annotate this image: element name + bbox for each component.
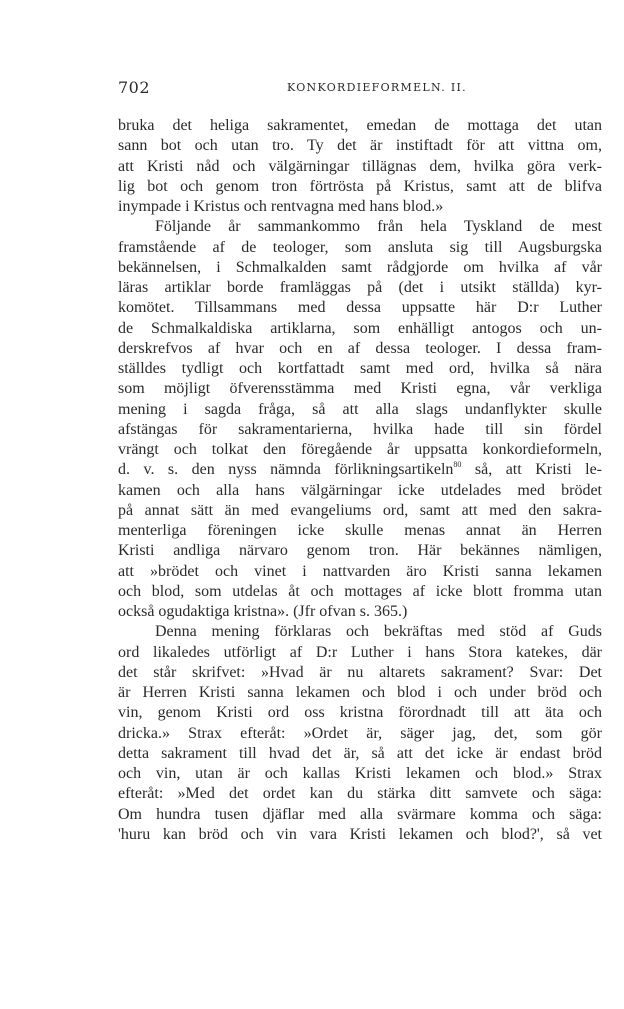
text-line: bruka det heliga sakramentet, emedan de mottaga det utan [118, 117, 602, 134]
text-line: vin, genom Kristi ord oss kristna förordnadt till att äta och [118, 704, 602, 722]
text-line: att »brödet och vinet i nattvarden äro Kristi sanna lekamen [118, 562, 602, 580]
text-line: 'huru kan bröd och vin vara Kristi lekamen och blod?', så vet [118, 825, 602, 843]
text-line: menterliga föreningen icke skulle menas annat än Herren [118, 522, 602, 539]
text-line: bekännelsen, i Schmalkalden samt rådgjorde om hvilka af vår [118, 258, 602, 276]
text-line: Kristi andliga närvaro genom tron. Här bekännes nämligen, [118, 542, 602, 560]
text-line: det står skrifvet: »Hvad är nu altarets sakrament? Svar: Det [118, 663, 602, 681]
text-line: detta sakrament till hvad det är, så att det icke är endast bröd [118, 744, 602, 762]
text-line: framstående af de teologer, som anslutа sig till Augsburgska [118, 238, 602, 256]
page-header [118, 78, 602, 100]
text-line: Denna mening förklaras och bekräftas med stöd af Guds [155, 623, 602, 641]
footnote-reference: 80 [453, 460, 462, 470]
text-line: och vin, utan är och kallas Kristi lekamen och blod.» Strax [118, 765, 602, 782]
text-line: läras artiklar borde framläggas på (det i utsikt ställda) kyr- [118, 279, 602, 296]
text-line: sann bot och utan tro. Ty det är instiftadt för att vittna om, [118, 137, 602, 155]
text-line: lig bot och genom tron förtrösta på Kristus, samt att de blifva [118, 177, 602, 195]
text-line-with-footnote [118, 460, 602, 480]
text-line: är Herren Kristi sanna lekamen och blod i och under bröd och [118, 684, 602, 701]
text-line: Om hundra tusen djäflar med alla svärmare komma och säga: [118, 805, 602, 823]
text-line-head: d. v. s. den nyss nämnda förlikningsartikeln [118, 461, 454, 479]
body-text [118, 116, 602, 845]
text-line: efteråt: »Med det ordet kan du stärka ditt samvete och säga: [118, 785, 602, 803]
text-line: och blod, som utdelas åt och mottages af icke blott fromma utan [118, 582, 602, 600]
text-line: derskrefvos af hvar och en af dessa teologer. I dessa fram- [118, 339, 602, 357]
text-line: komötet. Tillsammans med dessa uppsatte här D:r Luther [118, 299, 602, 317]
text-line: på annat sätt än med evangeliums ord, samt att med den sakra- [118, 501, 602, 519]
text-line: vrängt och tolkat den föregående år uppsatta konkordieformeln, [118, 441, 602, 458]
text-line: också ogudaktiga kristna». (Jfr ofvan s. 365.) [118, 603, 408, 620]
text-line: inympade i Kristus och rentvagna med hans blod.» [118, 198, 444, 215]
text-line-tail: så, att Kristi le- [461, 461, 602, 479]
text-line: afstängas för sakramentarierna, hvilka hade till sin fördel [118, 420, 602, 438]
text-line: ord likaledes utförligt af D:r Luther i hans Stora katekes, där [118, 643, 602, 661]
text-line: Följande år sammankommo från hela Tyskland de mest [155, 218, 602, 236]
text-line: kamen och alla hans välgärningar icke utdelades med brödet [118, 481, 602, 499]
text-line: att Kristi nåd och välgärningar tillägnas dem, hvilka göra verk- [118, 157, 602, 175]
text-line: de Schmalkaldiska artiklarna, som enhälligt antogos och un- [118, 319, 602, 337]
page-number: 702 [118, 78, 151, 97]
text-line: dricka.» Strax efteråt: »Ordet är, säger jag, det, som gör [118, 724, 602, 742]
text-line: som möjligt öfverensstämma med Kristi egna, vår verkliga [118, 380, 602, 398]
running-head: KONKORDIEFORMELN. II. [287, 81, 467, 94]
text-line: ställdes tydligt och kortfattadt samt med ord, hvilka så nära [118, 360, 602, 377]
text-line: mening i sagda fråga, så att alla slags undanflykter skulle [118, 400, 602, 418]
